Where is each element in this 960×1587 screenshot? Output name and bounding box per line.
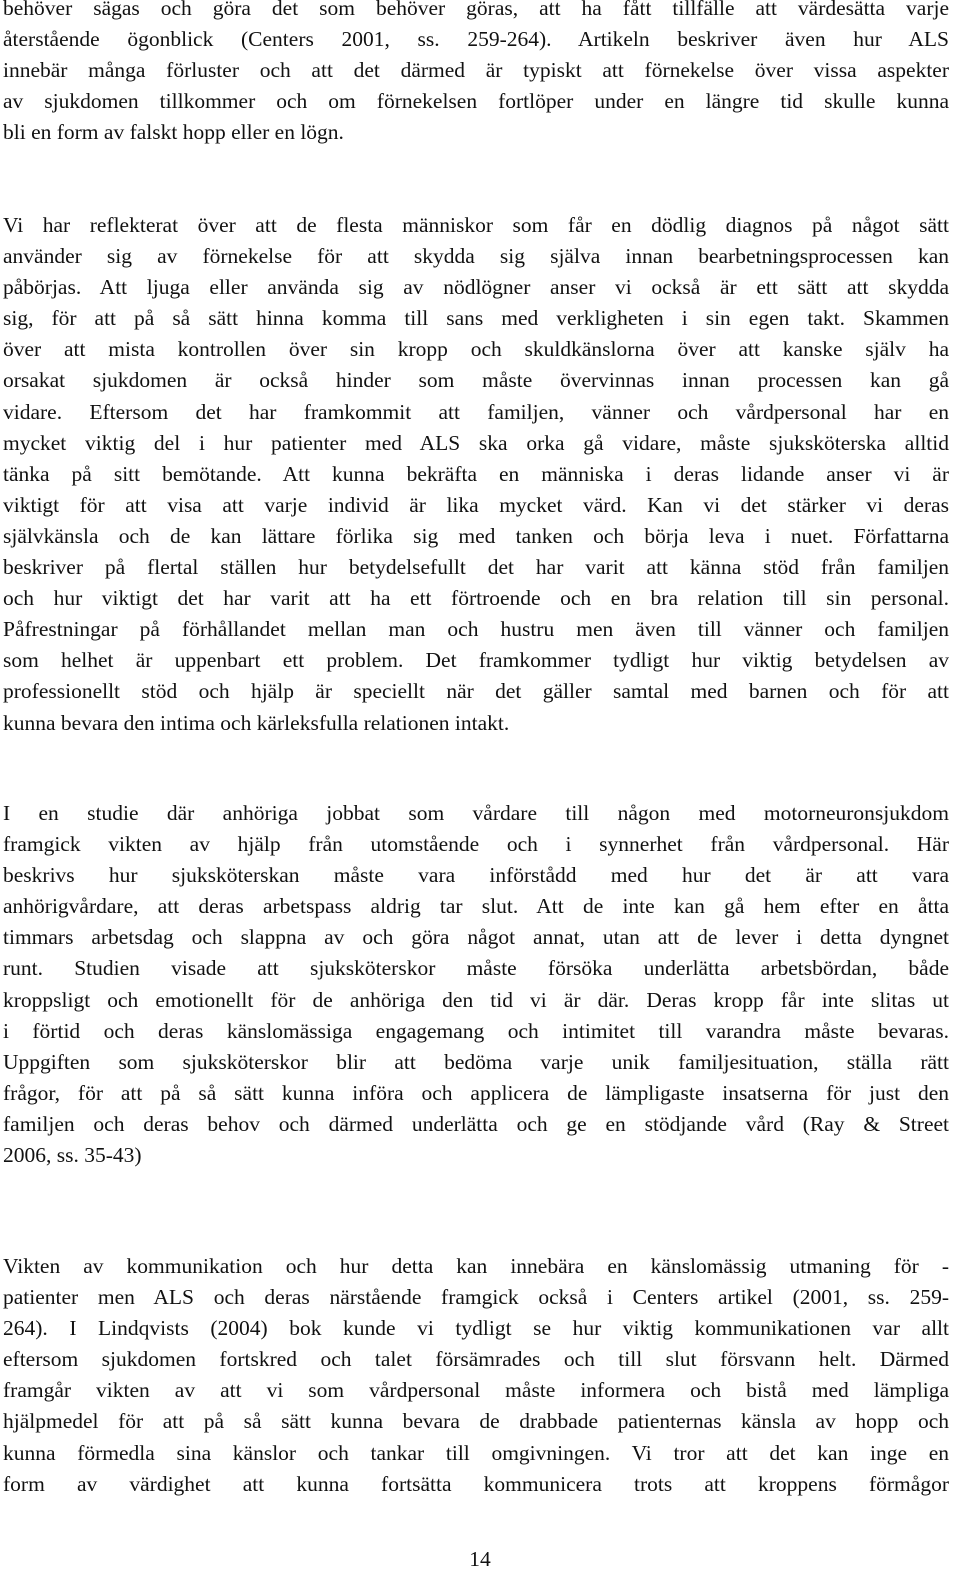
text-line: frågor, för att på så sätt kunna införa och applicera de lämpligaste insatserna för just den — [3, 1080, 949, 1105]
text-line: återstående ögonblick (Centers 2001, ss. 259-264). Artikeln beskriver även hur ALS — [3, 27, 949, 52]
paragraph-3 — [3, 798, 949, 1171]
text-line: beskrivs hur sjuksköterskan måste vara införstådd med hur det är att vara — [3, 863, 949, 888]
text-line: anhörigvårdare, att deras arbetspass aldrig tar slut. Att de inte kan gå hem efter en åtta — [3, 894, 949, 919]
text-line: beskriver på flertal ställen hur betydelsefullt det har varit att känna stöd från familjen — [3, 555, 949, 580]
text-line: 264). I Lindqvists (2004) bok kunde vi tydligt se hur viktig kommunikationen var allt — [3, 1316, 949, 1341]
text-line: påbörjas. Att ljuga eller använda sig av nödlögner anser vi också är ett sätt att skydda — [3, 275, 949, 300]
text-line: eftersom sjukdomen fortskred och talet försämrades och till slut försvann helt. Därmed — [3, 1347, 949, 1372]
text-line: över att mista kontrollen över sin kropp och skuldkänslorna över att kanske själv ha — [3, 337, 949, 362]
text-line: professionellt stöd och hjälp är speciellt när det gäller samtal med barnen och för att — [3, 679, 949, 704]
text-line: bli en form av falskt hopp eller en lögn. — [3, 120, 344, 145]
text-line: viktigt för att visa att varje individ är lika mycket värd. Kan vi det stärker vi deras — [3, 492, 949, 517]
text-line: mycket viktig del i hur patienter med ALS ska orka gå vidare, måste sjuksköterska alltid — [3, 430, 949, 455]
text-line: timmars arbetsdag och slappna av och göra något annat, utan att de lever i detta dyngnet — [3, 925, 949, 950]
text-line: Vi har reflekterat över att de flesta människor som får en dödlig diagnos på något sätt — [3, 213, 949, 237]
text-line: vidare. Eftersom det har framkommit att familjen, vänner och vårdpersonal har en — [3, 399, 949, 424]
text-line: form av värdighet att kunna fortsätta kommunicera trots att kroppens förmågor — [3, 1471, 949, 1496]
text-line: kunna bevara den intima och kärleksfulla relationen intakt. — [3, 710, 510, 735]
text-line: orsakat sjukdomen är också hinder som måste övervinnas innan processen kan gå — [3, 368, 949, 393]
text-line: I en studie där anhöriga jobbat som vårdare till någon med motorneuronsjukdom — [3, 801, 949, 825]
text-line: hjälpmedel för att på så sätt kunna bevara de drabbade patienternas känsla av hopp och — [3, 1409, 949, 1434]
text-line: kunna förmedla sina känslor och tankar till omgivningen. Vi tror att det kan inge en — [3, 1440, 949, 1465]
text-line: runt. Studien visade att sjuksköterskor måste försöka underlätta arbetsbördan, både — [3, 956, 949, 981]
text-line: framgår vikten av att vi som vårdpersonal måste informera och bistå med lämpliga — [3, 1378, 949, 1403]
paragraph-1 — [3, 0, 949, 148]
text-line: Vikten av kommunikation och hur detta kan innebära en känslomässig utmaning för - — [3, 1254, 949, 1278]
text-line: framgick vikten av hjälp från utomstående och i synnerhet från vårdpersonal. Här — [3, 832, 949, 857]
text-line: av sjukdomen tillkommer och om förnekelsen fortlöper under en längre tid skulle kunna — [3, 89, 949, 114]
text-line: 2006, ss. 35-43) — [3, 1143, 142, 1168]
text-line: självkänsla och de kan lättare förlika sig med tanken och börja leva i nuet. Författarna — [3, 523, 949, 548]
text-line: i förtid och deras känslomässiga engagemang och intimitet till varandra måste bevaras. — [3, 1018, 949, 1043]
text-line: kroppsligt och emotionellt för de anhöriga den tid vi är där. Deras kropp får inte slitas ut — [3, 987, 949, 1012]
page-number: 14 — [469, 1547, 491, 1571]
text-line: innebär många förluster och att det därmed är typiskt att förnekelse över vissa aspekter — [3, 58, 949, 83]
text-line: och hur viktigt det har varit att ha ett förtroende och en bra relation till sin personal. — [3, 586, 949, 611]
paragraph-2 — [3, 210, 949, 739]
text-line: sig, för att på så sätt hinna komma till sans med verkligheten i sin egen takt. Skammen — [3, 306, 949, 331]
text-line: som helhet är uppenbart ett problem. Det framkommer tydligt hur viktig betydelsen av — [3, 648, 949, 673]
text-line: använder sig av förnekelse för att skydda sig själva innan bearbetningsprocessen kan — [3, 244, 949, 269]
text-line: tänka på sitt bemötande. Att kunna bekräfta en människa i deras lidande anser vi är — [3, 461, 949, 486]
text-line: familjen och deras behov och därmed underlätta och ge en stödjande vård (Ray & Street — [3, 1111, 949, 1136]
text-line: patienter men ALS och deras närstående framgick också i Centers artikel (2001, ss. 259- — [3, 1285, 949, 1310]
text-line: Uppgiften som sjuksköterskor blir att bedöma varje unik familjesituation, ställa rätt — [3, 1049, 949, 1074]
text-line: behöver sägas och göra det som behöver göras, att ha fått tillfälle att värdesätta varje — [3, 0, 949, 20]
text-line: Påfrestningar på förhållandet mellan man och hustru men även till vänner och familjen — [3, 617, 949, 642]
paragraph-4 — [3, 1251, 949, 1500]
